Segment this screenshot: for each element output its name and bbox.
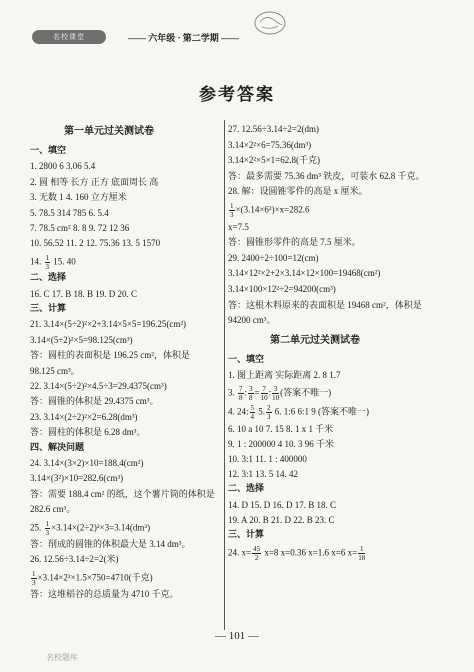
answer-line: 1. 图上距离 实际距离 2. 8 1.7 bbox=[228, 370, 341, 380]
answer-line: x=7.5 bbox=[228, 221, 249, 232]
handwritten-stamp-icon bbox=[252, 8, 288, 38]
answer-line: 26. 12.56÷3.14÷2=2(米) bbox=[30, 554, 119, 565]
answer-line: 22. 3.14×(5÷2)²×4.5÷3=29.4375(cm³) bbox=[30, 381, 167, 391]
section-heading: 一、填空 bbox=[30, 146, 67, 156]
series-logo: 名校课堂 bbox=[32, 30, 106, 44]
answer-line: 7. 78.5 cm² 8. 8 9. 72 12 36 bbox=[30, 223, 130, 233]
answer-line: 6. 10 a 10 7. 15 8. 1 x 1 千米 bbox=[228, 423, 334, 434]
fraction: $\frac{1}{18}$ bbox=[358, 545, 366, 563]
unit2-heading: 第二单元过关测试卷 bbox=[270, 334, 360, 346]
section-heading: 三、计算 bbox=[30, 304, 67, 314]
answer-line: 27. 12.56÷3.14÷2=2(dm) bbox=[228, 124, 319, 134]
section-heading: 三、计算 bbox=[228, 530, 265, 540]
answer-line: 98.125 cm³。 bbox=[30, 365, 80, 376]
answer-line: 3.14×(5÷2)²×5=98.125(cm³) bbox=[30, 334, 133, 345]
fraction: $\frac{1}{3}$ bbox=[32, 569, 36, 587]
running-header bbox=[18, 28, 458, 48]
answer-line: 答：需要 188.4 cm² 的纸，这个薯片筒的体积是 bbox=[30, 488, 215, 499]
answer-line: 29. 2400÷2÷100=12(cm) bbox=[228, 252, 319, 263]
answer-line: 3.14×12²×2+2×3.14×12×100=19468(cm²) bbox=[228, 268, 381, 279]
fraction: $\frac{1}{3}$ bbox=[230, 202, 234, 219]
answer-line: 16. C 17. B 18. B 19. D 20. C bbox=[30, 288, 138, 299]
answer-line: 答：削成的圆锥的体积最大是 3.14 dm³。 bbox=[30, 539, 191, 549]
left-column bbox=[30, 120, 220, 625]
answer-line: 答：这堆稻谷的总质量为 4710 千克。 bbox=[30, 589, 179, 600]
answer-line: 24. x= $\frac{45}{2}$ x=8 x=0.36 x=1.6 x=6 x= $\frac{1}{18}$ bbox=[228, 545, 366, 563]
answer-line: 答：圆柱的体积是 6.28 dm³。 bbox=[30, 427, 146, 438]
section-heading: 四、解决问题 bbox=[30, 442, 85, 453]
fraction: $\frac{3}{10}$ bbox=[272, 385, 280, 403]
answer-line: $\frac{1}{3}$ ×(3.14×6²)×x=282.6 bbox=[230, 202, 310, 219]
answer-line: 4. 24: $\frac{5}{4}$ 5. $\frac{2}{3}$ 6. 1:6 6:1 9 (答案不唯一) bbox=[228, 404, 370, 422]
fraction: $\frac{1}{3}$ bbox=[45, 519, 49, 537]
answer-line: $\frac{1}{3}$ ×3.14×2²×1.5×750=4710(千克) bbox=[32, 569, 153, 587]
answer-line: 25. $\frac{1}{3}$ ×3.14×(2÷2)²×3=3.14(dm³) bbox=[30, 519, 151, 537]
answer-line: 24. 3.14×(3×2)×10=188.4(cm²) bbox=[30, 458, 144, 468]
answer-line: 10. 56.52 11. 2 12. 75.36 13. 5 1570 bbox=[30, 238, 161, 249]
fraction: $\frac{5}{4}$ bbox=[250, 404, 255, 422]
answer-line: 14. $\frac{1}{3}$ 15. 40 bbox=[30, 253, 76, 271]
column-divider bbox=[224, 120, 225, 630]
answer-line: 答：圆柱的表面积是 196.25 cm²，体积是 bbox=[30, 350, 190, 361]
answer-line: 21. 3.14×(5÷2)²×2+3.14×5×5=196.25(cm²) bbox=[30, 319, 187, 330]
fraction: $\frac{1}{3}$ bbox=[45, 253, 49, 271]
answer-line: 5. 78.5 314 785 6. 5.4 bbox=[30, 207, 109, 218]
answer-line: 94200 cm³。 bbox=[228, 315, 276, 326]
grade-label: —— 六年级 · 第二学期 —— bbox=[128, 33, 240, 43]
answer-line: 答：最多需要 75.36 dm³ 铁皮，可装水 62.8 千克。 bbox=[228, 170, 425, 181]
answer-line: 10. 3:1 11. 1 : 400000 bbox=[228, 454, 307, 464]
answer-line: 3. 无数 1 4. 160 立方厘米 bbox=[30, 192, 127, 203]
answer-line: 9. 1 : 200000 4 10. 3 96 千米 bbox=[228, 438, 335, 449]
unit1-heading: 第一单元过关测试卷 bbox=[64, 126, 154, 137]
answer-line: 19. A 20. B 21. D 22. B 23. C bbox=[228, 514, 335, 525]
fraction: $\frac{7}{10}$ bbox=[260, 385, 268, 403]
answer-line: 23. 3.14×(2÷2)²×2=6.28(dm³) bbox=[30, 411, 138, 422]
page-title: 参考答案 bbox=[199, 85, 275, 105]
section-heading: 二、选择 bbox=[30, 273, 67, 284]
answer-line: 3.14×(3²)×10=282.6(cm³) bbox=[30, 473, 124, 484]
answer-line: 3. $\frac{7}{8}$ : $\frac{3}{8}$ = $\frac{7}{10}$ : $\frac{3}{10}$ (答案不唯一) bbox=[228, 385, 332, 403]
right-column bbox=[228, 120, 464, 625]
answer-line: 答：圆锥形零件的高是 7.5 厘米。 bbox=[228, 237, 361, 248]
answer-line: 28. 解：设圆锥零件的高是 x 厘米。 bbox=[228, 186, 368, 197]
fraction: $\frac{2}{3}$ bbox=[267, 404, 271, 422]
answer-line: 282.6 cm³。 bbox=[30, 504, 76, 515]
fraction: $\frac{3}{8}$ bbox=[249, 385, 253, 403]
section-heading: 二、选择 bbox=[228, 484, 265, 495]
page-number: — 101 — bbox=[215, 630, 259, 642]
answer-line: 2. 圆 相等 长方 正方 底面周长 高 bbox=[30, 176, 159, 187]
footer-watermark: 名校题库 bbox=[46, 653, 78, 662]
fraction: $\frac{45}{2}$ bbox=[253, 545, 261, 563]
section-heading: 一、填空 bbox=[228, 354, 265, 365]
answer-line: 3.14×2²×6=75.36(dm³) bbox=[228, 139, 312, 150]
answer-line: 3.14×100×12²÷2=94200(cm³) bbox=[228, 284, 336, 294]
answer-line: 答：圆锥的体积是 29.4375 cm³。 bbox=[30, 396, 159, 407]
answer-line: 12. 3:1 13. 5 14. 42 bbox=[228, 469, 299, 480]
answer-line: 14. D 15. D 16. D 17. B 18. C bbox=[228, 499, 337, 510]
answer-line: 3.14×2²×5×1=62.8(千克) bbox=[228, 155, 320, 166]
fraction: $\frac{7}{8}$ bbox=[239, 385, 243, 403]
answer-line: 1. 2800 6 3.06 5.4 bbox=[30, 161, 96, 172]
answer-line: 答：这根木料原来的表面积是 19468 cm²，体积是 bbox=[228, 299, 422, 310]
